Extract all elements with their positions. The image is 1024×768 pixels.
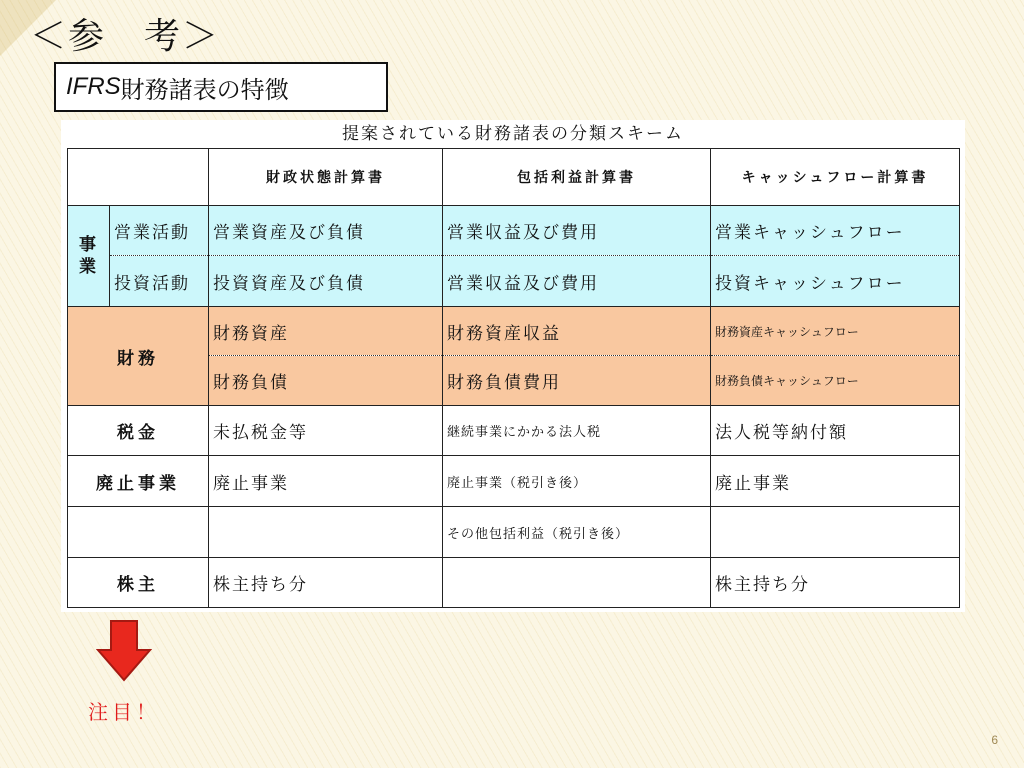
investing-label: 投資活動 [110, 256, 209, 307]
operating-label: 営業活動 [110, 206, 209, 256]
operating-fp: 営業資産及び負債 [209, 206, 443, 256]
discontinued-ci: 廃止事業（税引き後） [443, 456, 711, 507]
equity-fp: 株主持ち分 [209, 558, 443, 608]
finance-assets-ci: 財務資産収益 [443, 307, 711, 356]
row-tax [68, 406, 960, 456]
table-caption: 提案されている財務諸表の分類スキーム [342, 124, 684, 144]
tax-cf: 法人税等納付額 [711, 406, 960, 456]
investing-cf: 投資キャッシュフロー [711, 256, 960, 307]
finance-liabilities-fp: 財務負債 [209, 356, 443, 406]
finance-label: 財務 [68, 307, 209, 406]
operating-cf: 営業キャッシュフロー [711, 206, 960, 256]
tax-label: 税金 [68, 406, 209, 456]
header-financial-position: 財政状態計算書 [209, 149, 443, 206]
row-equity [68, 558, 960, 608]
operating-ci: 営業収益及び費用 [443, 206, 711, 256]
row-finance-assets [68, 307, 960, 356]
investing-ci: 営業収益及び費用 [443, 256, 711, 307]
finance-assets-fp: 財務資産 [209, 307, 443, 356]
subtitle-jp: 財務諸表の特徴 [120, 75, 289, 104]
other-cf [711, 507, 960, 558]
header-corner [68, 149, 209, 206]
down-arrow-icon [96, 620, 152, 682]
subtitle-box [54, 62, 388, 112]
discontinued-label: 廃止事業 [68, 456, 209, 507]
other-label [68, 507, 209, 558]
row-discontinued [68, 456, 960, 507]
discontinued-cf: 廃止事業 [711, 456, 960, 507]
other-ci: その他包括利益（税引き後） [443, 507, 711, 558]
equity-label: 株主 [68, 558, 209, 608]
equity-ci [443, 558, 711, 608]
investing-fp: 投資資産及び負債 [209, 256, 443, 307]
discontinued-fp: 廃止事業 [209, 456, 443, 507]
subtitle-en: IFRS [66, 73, 121, 100]
finance-assets-cf: 財務資産キャッシュフロー [711, 307, 960, 356]
other-fp [209, 507, 443, 558]
equity-cf: 株主持ち分 [711, 558, 960, 608]
slide-title: ＜参 考＞ [30, 16, 221, 57]
page-number: 6 [991, 733, 998, 747]
tax-fp: 未払税金等 [209, 406, 443, 456]
classification-table [67, 148, 960, 608]
header-row [68, 149, 960, 206]
business-group-label: 事 業 [68, 206, 110, 307]
finance-liabilities-ci: 財務負債費用 [443, 356, 711, 406]
row-investing [68, 256, 960, 307]
attention-text: 注目！ [88, 700, 160, 724]
header-cash-flow: キャッシュフロー計算書 [711, 149, 960, 206]
scheme-figure [61, 120, 965, 612]
finance-liabilities-cf: 財務負債キャッシュフロー [711, 356, 960, 406]
row-other [68, 507, 960, 558]
row-operating [68, 206, 960, 256]
header-comprehensive-income: 包括利益計算書 [443, 149, 711, 206]
tax-ci: 継続事業にかかる法人税 [443, 406, 711, 456]
